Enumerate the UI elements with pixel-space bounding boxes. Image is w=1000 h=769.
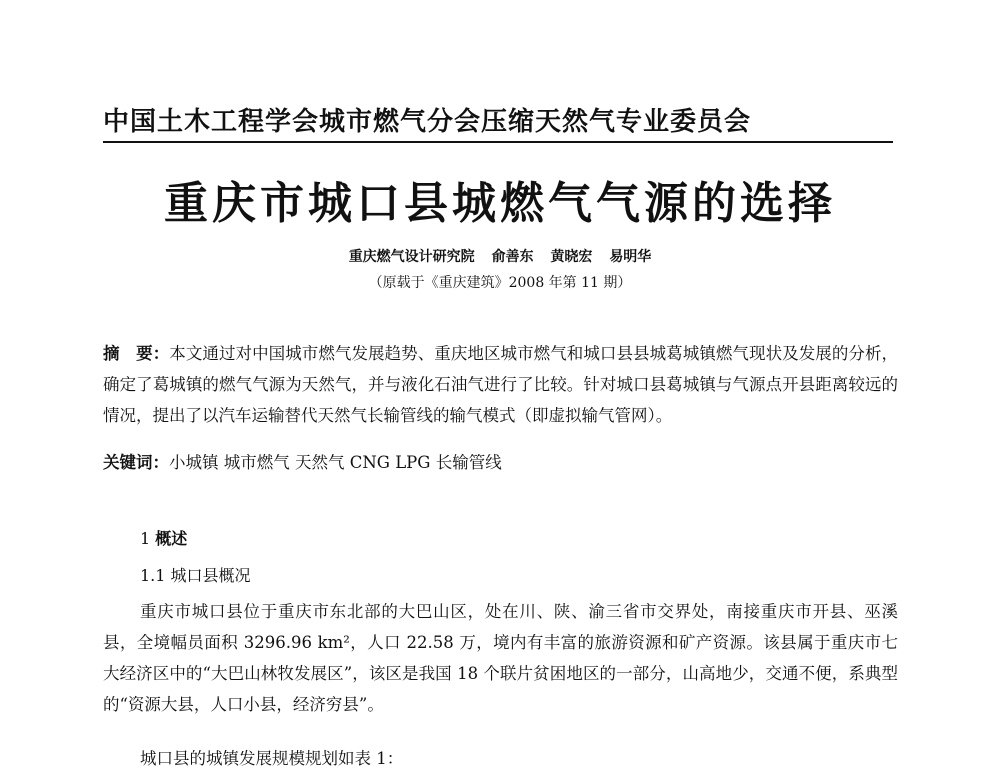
institution: 重庆燃气设计研究院 (348, 249, 475, 265)
article-title: 重庆市城口县城燃气气源的选择 (164, 178, 836, 229)
subsection-title: 城口县概况 (170, 566, 251, 585)
subsection-number: 1.1 (140, 566, 166, 585)
author: 黄晓宏 (550, 249, 593, 265)
author: 俞善东 (491, 249, 534, 265)
publication-source: （原载于《重庆建筑》2008 年第 11 期） (368, 275, 632, 291)
author: 易明华 (609, 249, 652, 265)
keywords-text: 小城镇 城市燃气 天然气 CNG LPG 长输管线 (169, 453, 502, 472)
abstract (103, 338, 898, 431)
header-rule (103, 141, 893, 143)
body-paragraph-cut: 城口县的城镇发展规模规划如表 1： (140, 749, 404, 768)
abstract-text: 本文通过对中国城市燃气发展趋势、重庆地区城市燃气和城口县县城葛城镇燃气现状及发展的分析，确定了葛城镇的燃气气源为天然气，并与液化石油气进行了比较。针对城口县葛城镇与气源点开县距离较远的情况，提出了以汽车运输替代天然气长输管线的输气模式（即虚拟输气管网）。 (103, 344, 899, 425)
organization-header: 中国土木工程学会城市燃气分会压缩天然气专业委员会 (103, 107, 752, 137)
subsection-heading (140, 563, 251, 586)
section-title: 概述 (155, 529, 188, 548)
section-heading (140, 526, 187, 549)
body-paragraph: 重庆市城口县位于重庆市东北部的大巴山区，处在川、陕、渝三省市交界处，南接重庆市开县、巫溪县，全境幅员面积 3296.96 km²，人口 22.58 万，境内有丰富的旅游资源和矿产资源。该县属于重庆市七大经济区中的“大巴山林牧发展区”，该区是我国 18 个联片贫困地区的一部分，山高地少，交通不便，系典型的“资源大县，人口小县，经济穷县”。 (103, 602, 898, 714)
keywords-label: 关键词： (103, 453, 169, 472)
author-line (0, 246, 1000, 266)
section-number: 1 (140, 529, 151, 548)
keywords (103, 449, 502, 473)
abstract-label: 摘 要： (103, 344, 170, 363)
